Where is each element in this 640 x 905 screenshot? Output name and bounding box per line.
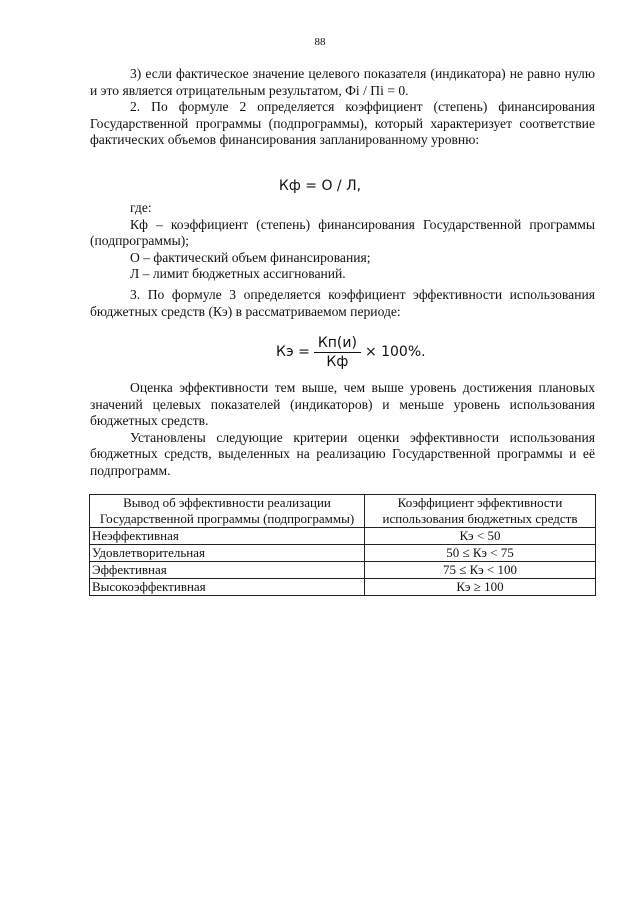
definition-l: Л – лимит бюджетных ассигнований. bbox=[130, 266, 346, 282]
table-header-row bbox=[90, 495, 596, 528]
table-cell-conclusion: Неэффективная bbox=[90, 528, 365, 545]
paragraph-formula-2: 2. По формуле 2 определяется коэффициент (степень) финансирования Государственной программы (подпрограммы), который характеризует соответствие фактических объемов финансирования запланированному уровню: bbox=[90, 99, 595, 148]
where-label: где: bbox=[130, 200, 152, 215]
formula-ke-rhs: × 100%. bbox=[364, 344, 426, 360]
page-number: 88 bbox=[314, 36, 326, 48]
table-row bbox=[90, 545, 596, 562]
formula-ke-numerator: Кп(и) bbox=[314, 335, 361, 353]
formula-ke-lhs: Кэ = bbox=[276, 344, 310, 360]
table-header-coefficient: Коэффициент эффективности использования бюджетных средств bbox=[365, 495, 596, 528]
table-row bbox=[90, 528, 596, 545]
table-cell-coefficient: 75 ≤ Кэ < 100 bbox=[365, 562, 596, 579]
formula-ke bbox=[276, 332, 426, 372]
table-cell-coefficient: Кэ < 50 bbox=[365, 528, 596, 545]
text-block-3 bbox=[90, 380, 595, 480]
definition-kf: Кф – коэффициент (степень) финансирования Государственной программы (подпрограммы); bbox=[90, 216, 595, 249]
paragraph-formula-3: 3. По формуле 3 определяется коэффициент эффективности использования бюджетных средств (Кэ) в рассматриваемом периоде: bbox=[90, 286, 595, 319]
criteria-table bbox=[89, 494, 596, 596]
table-cell-coefficient: Кэ ≥ 100 bbox=[365, 579, 596, 596]
table-cell-conclusion: Удовлетворительная bbox=[90, 545, 365, 562]
table-header-conclusion: Вывод об эффективности реализации Государственной программы (подпрограммы) bbox=[90, 495, 365, 528]
table-cell-coefficient: 50 ≤ Кэ < 75 bbox=[365, 545, 596, 562]
definition-o: О – фактический объем финансирования; bbox=[130, 249, 371, 265]
table-row bbox=[90, 579, 596, 596]
text-block-2 bbox=[90, 200, 595, 320]
table-cell-conclusion: Высокоэффективная bbox=[90, 579, 365, 596]
formula-kf: Кф = О / Л, bbox=[278, 178, 362, 194]
table-cell-conclusion: Эффективная bbox=[90, 562, 365, 579]
text-block-1 bbox=[90, 66, 595, 149]
paragraph-efficiency-assessment: Оценка эффективности тем выше, чем выше уровень достижения плановых значений целевых показателей (индикаторов) и меньше уровень использования бюджетных средств. bbox=[90, 380, 595, 429]
formula-ke-denominator: Кф bbox=[326, 353, 349, 370]
formula-ke-fraction bbox=[314, 335, 361, 370]
paragraph-indicator-zero: 3) если фактическое значение целевого показателя (индикатора) не равно нулю и это является отрицательным результатом, Фi / Пi = 0. bbox=[90, 66, 595, 98]
table-row bbox=[90, 562, 596, 579]
paragraph-criteria: Установлены следующие критерии оценки эффективности использования бюджетных средств, выделенных на реализацию Государственной программы и её подпрограмм. bbox=[90, 429, 595, 478]
